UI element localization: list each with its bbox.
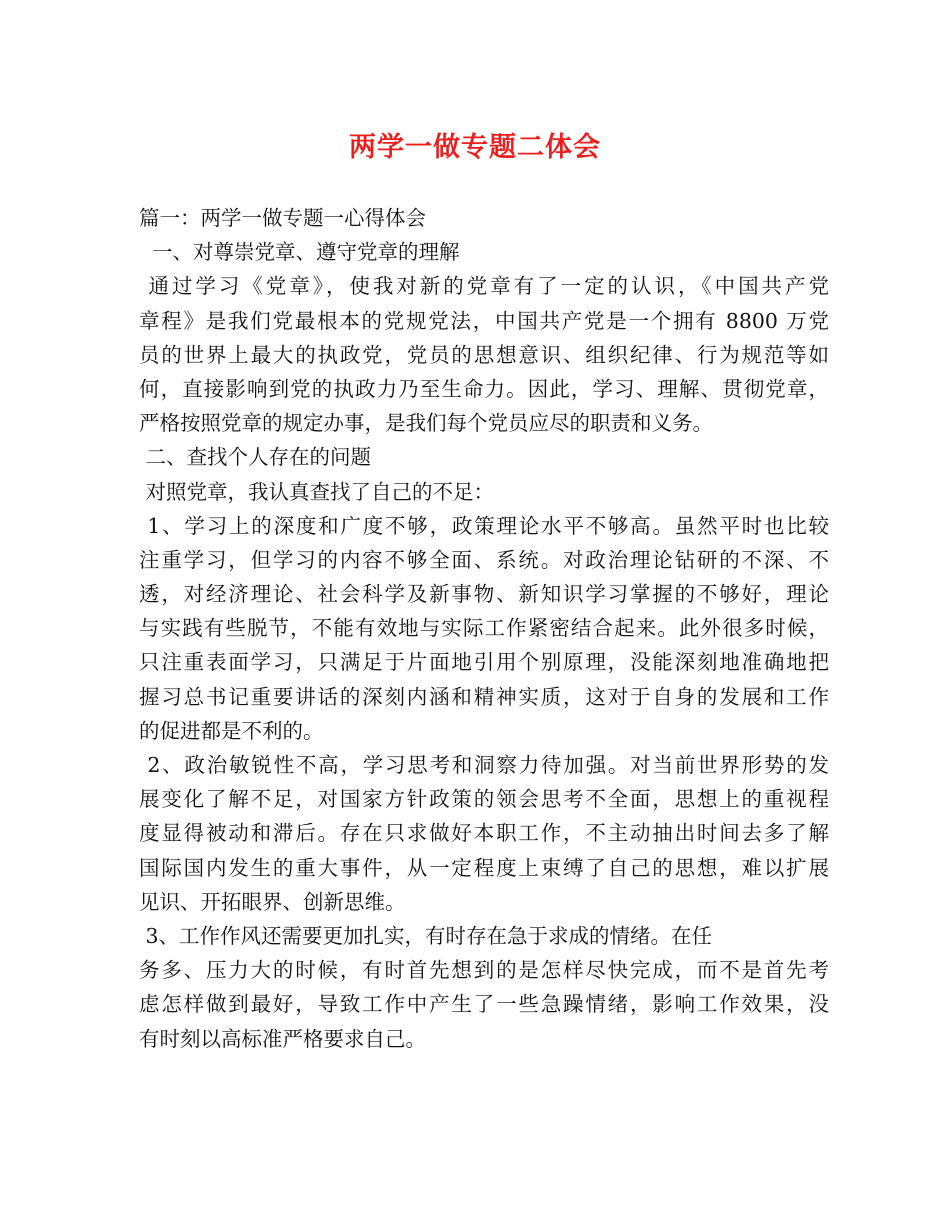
- text-line: 2、政治敏锐性不高，学习思考和洞察力待加强。对当前世界形势的发: [139, 753, 829, 777]
- text-line: 3、工作作风还需要更加扎实，有时存在急于求成的情绪。在任: [139, 923, 713, 948]
- text-line: 一、对尊崇党章、遵守党章的理解: [139, 240, 460, 265]
- text-line: 何，直接影响到党的执政力乃至生命力。因此，学习、理解、贯彻党章，: [139, 376, 829, 401]
- text-line: 二、查找个人存在的问题: [139, 445, 372, 470]
- text-line: 与实践有些脱节，不能有效地与实际工作紧密结合起来。此外很多时候，: [139, 616, 829, 641]
- text-line: 务多、压力大的时候，有时首先想到的是怎样尽快完成，而不是首先考: [139, 958, 829, 983]
- text-line: 握习总书记重要讲话的深刻内涵和精神实质，这对于自身的发展和工作: [139, 684, 829, 709]
- text-line: 只注重表面学习，只满足于片面地引用个别原理，没能深刻地准确地把: [139, 650, 829, 675]
- text-line: 员的世界上最大的执政党，党员的思想意识、组织纪律、行为规范等如: [139, 342, 829, 367]
- text-line: 严格按照党章的规定办事，是我们每个党员应尽的职责和义务。: [139, 411, 713, 436]
- text-line: 度显得被动和滞后。存在只求做好本职工作，不主动抽出时间去多了解: [139, 821, 829, 846]
- text-line: 注重学习，但学习的内容不够全面、系统。对政治理论钻研的不深、不: [139, 547, 829, 572]
- text-line: 透，对经济理论、社会科学及新事物、新知识学习掌握的不够好，理论: [139, 582, 829, 607]
- text-line: 对照党章，我认真查找了自己的不足：: [139, 479, 495, 504]
- document-body: [139, 201, 829, 1056]
- text-line: 国际国内发生的重大事件，从一定程度上束缚了自己的思想，难以扩展: [139, 855, 829, 880]
- text-line: 1、学习上的深度和广度不够，政策理论水平不够高。虽然平时也比较: [139, 513, 829, 538]
- document-title: 两学一做专题二体会: [349, 132, 601, 163]
- text-line: 章程》是我们党最根本的党规党法，中国共产党是一个拥有 8800 万党: [139, 308, 829, 333]
- text-line: 的促进都是不利的。: [139, 718, 324, 743]
- text-line: 通过学习《党章》，使我对新的党章有了一定的认识，《中国共产党: [139, 274, 829, 299]
- text-line: 虑怎样做到最好，导致工作中产生了一些急躁情绪，影响工作效果，没: [139, 992, 829, 1017]
- text-line: 篇一：两学一做专题一心得体会: [139, 206, 426, 230]
- text-line: 展变化了解不足，对国家方针政策的领会思考不全面，思想上的重视程: [139, 787, 829, 812]
- text-line: 见识、开拓眼界、创新思维。: [139, 889, 406, 914]
- text-line: 有时刻以高标准严格要求自己。: [139, 1026, 426, 1051]
